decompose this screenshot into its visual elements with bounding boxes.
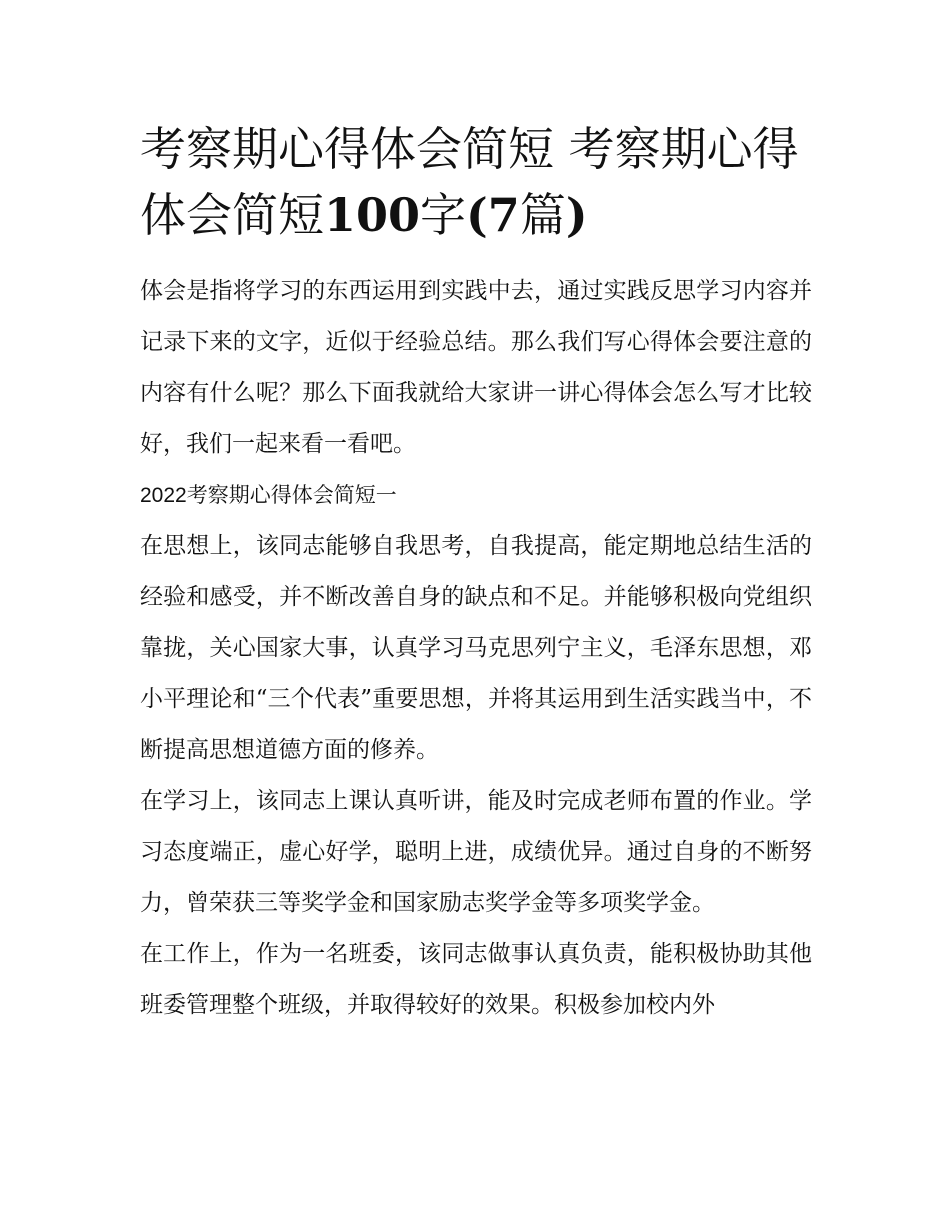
title-text-part3: 篇 — [519, 188, 566, 242]
title-number: 100 — [324, 188, 421, 242]
body-paragraph-study: 在学习上，该同志上课认真听讲，能及时完成老师布置的作业。学习态度端正，虚心好学，聪明上进，成绩优异。通过自身的不断努力，曾荣获三等奖学金和国家励志奖学金等多项奖学金。 — [140, 788, 812, 916]
document-title — [140, 116, 812, 248]
section-heading: 2022考察期心得体会简短一 — [140, 484, 397, 507]
document-page — [140, 116, 812, 1031]
intro-paragraph: 体会是指将学习的东西运用到实践中去，通过实践反思学习内容并记录下来的文字，近似于经验总结。那么我们写心得体会要注意的内容有什么呢？那么下面我就给大家讲一讲心得体会怎么写才比较好，我们一起来看一看吧。 — [140, 278, 812, 457]
body-paragraph-work: 在工作上，作为一名班委，该同志做事认真负责，能积极协助其他班委管理整个班级，并取得较好的效果。积极参加校内外 — [140, 941, 812, 1018]
title-text-part1: 考察期心得体会简短 考察期心得体会简短 — [140, 122, 799, 242]
body-paragraph-thought: 在思想上，该同志能够自我思考，自我提高，能定期地总结生活的经验和感受，并不断改善自身的缺点和不足。并能够积极向党组织靠拢，关心国家大事，认真学习马克思列宁主义，毛泽东思想，邓小平理论和“三个代表”重要思想，并将其运用到生活实践当中，不断提高思想道德方面的修养。 — [140, 533, 812, 763]
title-paren-close: ) — [565, 188, 588, 242]
title-text-part2: 字 — [420, 188, 467, 242]
title-paren-count: (7 — [466, 188, 520, 242]
